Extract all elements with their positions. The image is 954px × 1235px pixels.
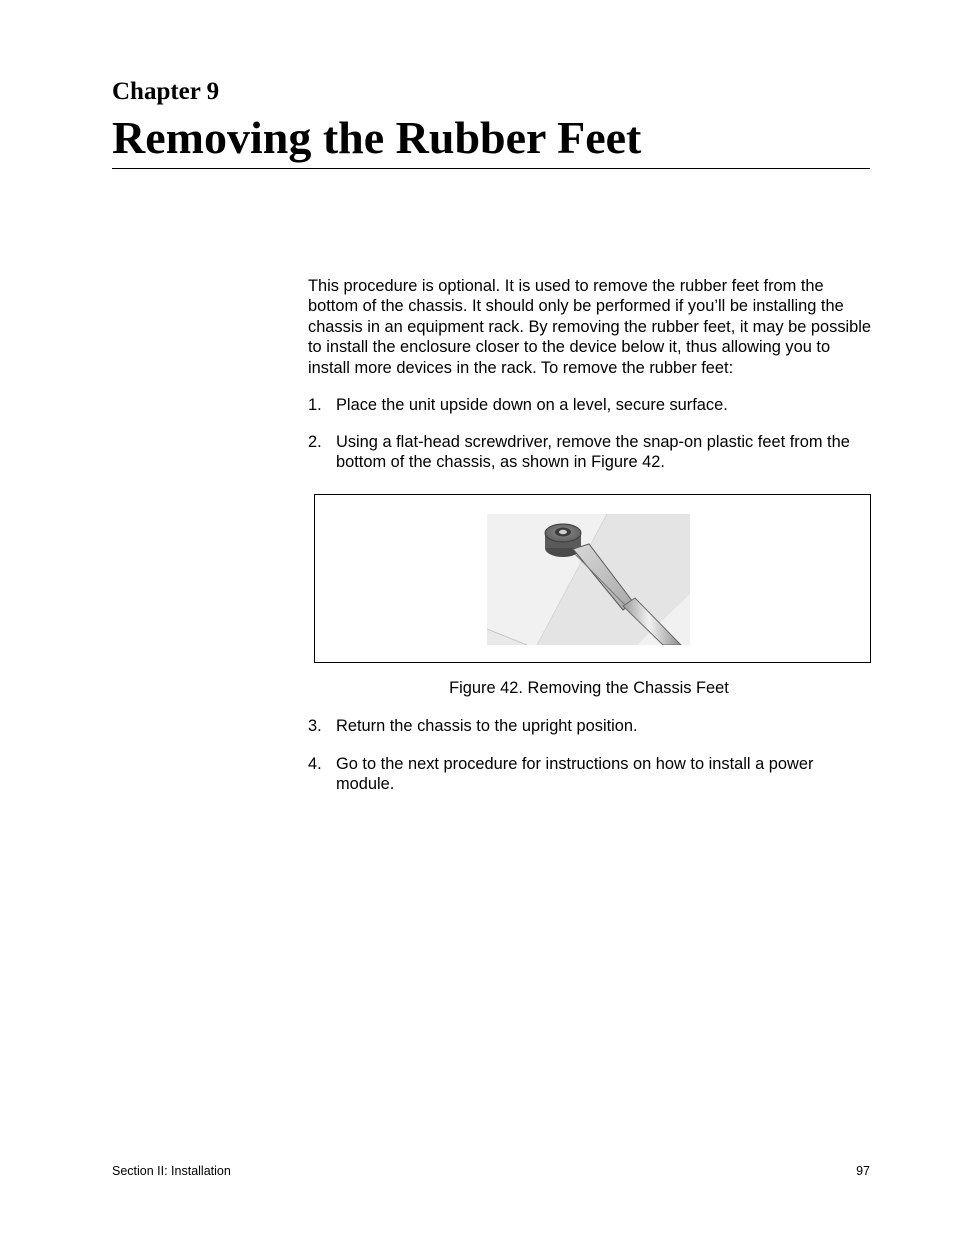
chapter-title: Removing the Rubber Feet — [112, 112, 642, 163]
step-text: Go to the next procedure for instructions on how to install a power module. — [336, 755, 814, 794]
chapter-label: Chapter 9 — [112, 78, 220, 105]
step-text: Place the unit upside down on a level, secure surface. — [336, 396, 728, 414]
footer-section: Section II: Installation — [112, 1164, 231, 1178]
step-number: 3. — [308, 717, 322, 735]
figure-frame — [314, 494, 871, 663]
step-text: Using a flat-head screwdriver, remove the snap-on plastic feet from the bottom of the chassis, as shown in Figure 42. — [336, 433, 850, 472]
intro-paragraph: This procedure is optional. It is used to remove the rubber feet from the bottom of the chassis. It should only be performed if you’ll be installing the chassis in an equipment rack. By removing the rubber feet, it may be possible to install the enclosure closer to the device below it, thus allowing you to install more devices in the rack. To remove the rubber feet: — [308, 277, 872, 377]
step-number: 1. — [308, 396, 322, 414]
list-item — [308, 395, 874, 415]
title-divider — [112, 168, 870, 169]
step-number: 2. — [308, 433, 322, 451]
list-item — [308, 432, 874, 473]
step-number: 4. — [308, 755, 322, 773]
step-text: Return the chassis to the upright position. — [336, 717, 638, 735]
figure-caption: Figure 42. Removing the Chassis Feet — [449, 679, 729, 697]
list-item — [308, 716, 874, 736]
page-number: 97 — [856, 1164, 870, 1178]
list-item — [308, 754, 874, 795]
screwdriver-removing-rubber-foot-illustration — [487, 514, 690, 645]
